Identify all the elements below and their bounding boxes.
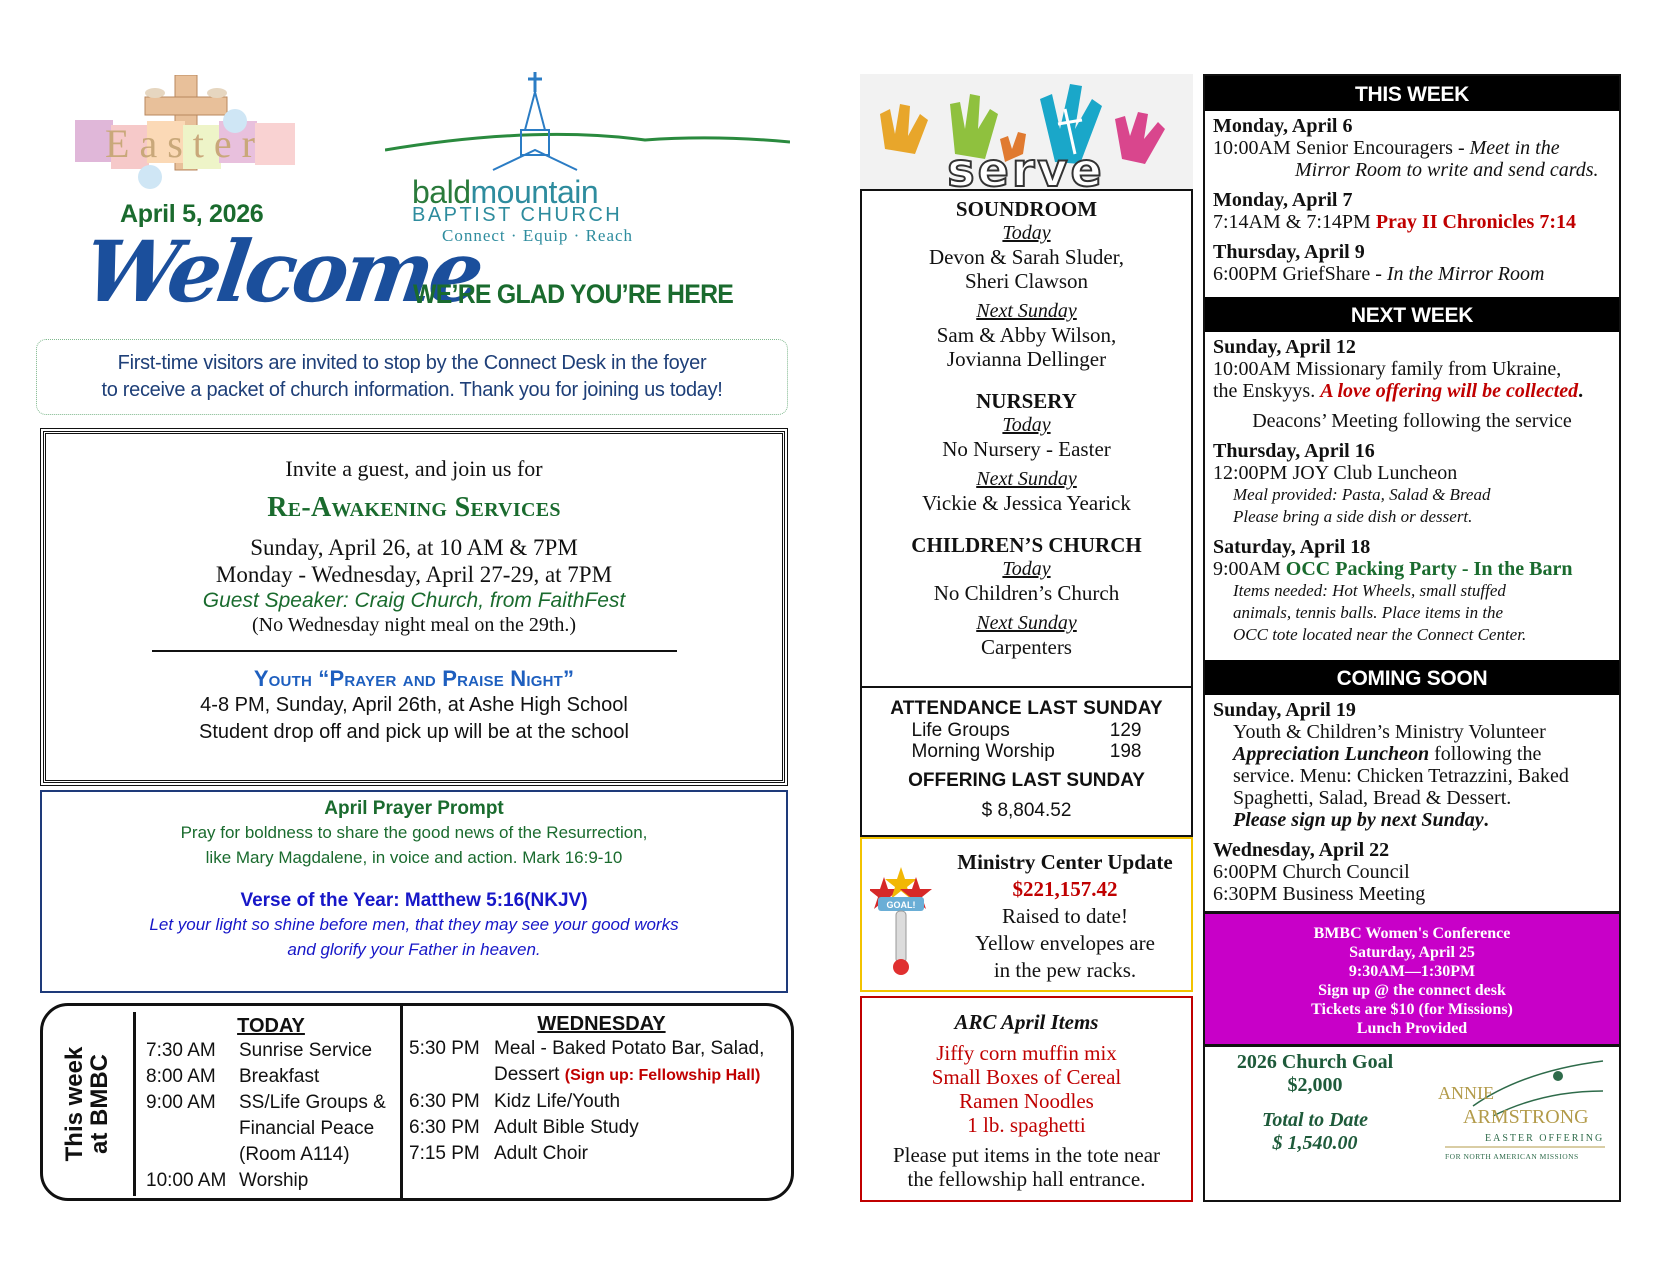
arc-note-line-2: the fellowship hall entrance. (907, 1167, 1146, 1191)
event-note: Mirror Room to write and send cards. (1295, 159, 1599, 181)
schedule-event-text: Adult Choir (494, 1143, 588, 1164)
goal-thermometer-icon (870, 867, 932, 977)
schedule-event (494, 1036, 764, 1062)
ministry-center-box (860, 837, 1193, 992)
goal-title: 2026 Church Goal (1236, 1051, 1394, 1073)
serve-volunteer: Carpenters (981, 635, 1072, 659)
visitors-notice (36, 339, 788, 415)
spacer (862, 371, 1191, 389)
reawakening-title: Re-Awakening Services (267, 492, 561, 523)
schedule-time (146, 1142, 239, 1168)
signup-note: Please sign up by next Sunday (1233, 809, 1484, 831)
event-line (1205, 558, 1619, 580)
glad-heading: WE’RE GLAD YOU’RE HERE (413, 279, 734, 309)
serve-today-label: Today (1002, 414, 1051, 436)
verse-of-year-title: Verse of the Year: Matthew 5:16(NKJV) (240, 890, 588, 911)
appreciation-luncheon: Appreciation Luncheon (1233, 743, 1430, 765)
schedule-event (494, 1062, 760, 1089)
schedule-row (146, 1168, 396, 1194)
schedule-event: Worship (239, 1170, 309, 1191)
reawakening-sunday: Sunday, April 26, at 10 AM & 7PM (250, 535, 578, 560)
youth-night-time: 4-8 PM, Sunday, April 26th, at Ashe High School (200, 694, 628, 716)
signup-note: (Sign up: Fellowship Hall) (564, 1067, 761, 1084)
arc-note-line-1: Please put items in the tote near (892, 1143, 1161, 1167)
schedule-time: 8:00 AM (146, 1066, 216, 1087)
schedule-row (409, 1115, 794, 1141)
no-meal-note: (No Wednesday night meal on the 29th.) (251, 614, 577, 636)
event-note: Please bring a side dish or dessert. (1233, 507, 1473, 526)
invite-intro: Invite a guest, and join us for (285, 456, 543, 481)
schedule-time: 5:30 PM (409, 1038, 480, 1059)
bulletin-date: April 5, 2026 (120, 200, 264, 228)
logo-easter-offering: EASTER OFFERING (1485, 1133, 1605, 1144)
schedule-time: 7:30 AM (146, 1040, 216, 1061)
serve-next-label: Next Sunday (976, 468, 1077, 490)
schedule-event: Financial Peace (239, 1118, 375, 1139)
schedule-row (146, 1116, 396, 1142)
schedule-row (146, 1142, 396, 1168)
verse-line-2: and glorify your Father in heaven. (287, 940, 541, 959)
wednesday-schedule (409, 1012, 794, 1167)
schedule-event (494, 1141, 588, 1167)
event-day: Monday, April 6 (1213, 115, 1353, 137)
today-schedule (146, 1014, 396, 1194)
divider (400, 1006, 403, 1201)
event-line (1205, 263, 1619, 285)
goal-total-amount: $ 1,540.00 (1272, 1132, 1358, 1154)
event-day: Thursday, April 16 (1213, 440, 1375, 462)
serve-volunteer: No Children’s Church (933, 581, 1120, 605)
annie-armstrong-logo (1433, 1051, 1613, 1166)
event-line (1205, 211, 1619, 233)
reawakening-services-box (40, 428, 788, 786)
guest-speaker: Guest Speaker: Craig Church, from FaithFest (202, 589, 626, 612)
serve-volunteer: Vickie & Jessica Yearick (922, 491, 1131, 515)
easter-cross-image (75, 75, 335, 200)
schedule-event: (Room A114) (239, 1144, 350, 1165)
goal-total-label: Total to Date (1262, 1109, 1368, 1131)
welcome-heading: Welcome (78, 222, 487, 321)
womens-conference-line: Sign up @ the connect desk (1318, 982, 1506, 999)
church-tagline: Connect · Equip · Reach (442, 226, 634, 245)
attendance-title: ATTENDANCE LAST SUNDAY (890, 698, 1163, 719)
schedule-time (409, 1062, 494, 1089)
prayer-line-1: Pray for boldness to share the good news of the Resurrection, (180, 823, 648, 842)
event-line: Spaghetti, Salad, Bread & Dessert. (1233, 787, 1512, 809)
schedule-time: 10:00 AM (146, 1170, 227, 1191)
serve-heading: SOUNDROOM (955, 197, 1098, 221)
serve-today-label: Today (1002, 558, 1051, 580)
ministry-line-1: Raised to date! (1002, 904, 1128, 928)
prayer-prompt-box (40, 790, 788, 993)
week-side-label (43, 1006, 133, 1198)
womens-conference-line: 9:30AM—1:30PM (1348, 963, 1476, 980)
attendance-box (860, 686, 1193, 837)
prayer-prompt-title: April Prayer Prompt (324, 798, 504, 819)
womens-conference-line: BMBC Women's Conference (1313, 925, 1511, 942)
church-name-bald: bald (412, 174, 471, 210)
ministry-line-2: Yellow envelopes are (975, 931, 1155, 955)
prayer-line-2: like Mary Magdalene, in voice and action. Mark 16:9-10 (205, 848, 623, 867)
attendance-label: Morning Worship (911, 741, 1055, 762)
offering-title: OFFERING LAST SUNDAY (908, 770, 1145, 791)
arc-title: ARC April Items (954, 1010, 1099, 1034)
ministry-line-3: in the pew racks. (993, 958, 1137, 982)
event-note: Meet in the (1469, 137, 1560, 159)
event-note: OCC tote located near the Connect Center. (1233, 625, 1527, 644)
event-note: In the Mirror Room (1386, 263, 1545, 285)
ministry-title: Ministry Center Update (957, 850, 1173, 874)
event-day: Monday, April 7 (1213, 189, 1353, 211)
womens-conference-line: Saturday, April 25 (1349, 944, 1475, 961)
serve-next-label: Next Sunday (976, 612, 1077, 634)
schedule-event-text: Dessert (494, 1064, 565, 1085)
event-line (1205, 380, 1619, 402)
offering-amount: $ 8,804.52 (981, 800, 1072, 821)
serve-heading: CHILDREN’S CHURCH (911, 533, 1142, 557)
reawakening-weekdays: Monday - Wednesday, April 27-29, at 7PM (215, 562, 613, 587)
week-side-line-1: This week (61, 1046, 88, 1162)
coming-soon-heading: COMING SOON (1205, 660, 1619, 695)
arc-item: Jiffy corn muffin mix (936, 1041, 1117, 1065)
serve-today-label: Today (1002, 222, 1051, 244)
logo-missions: FOR NORTH AMERICAN MISSIONS (1445, 1152, 1579, 1161)
this-week-heading: THIS WEEK (1205, 76, 1619, 111)
church-subtitle: BAPTIST CHURCH (412, 204, 623, 226)
youth-night-title: Youth “Prayer and Praise Night” (253, 666, 575, 691)
event-day: Saturday, April 18 (1213, 536, 1371, 558)
next-week-heading: NEXT WEEK (1205, 297, 1619, 332)
goal-text (1215, 1051, 1415, 1155)
attendance-value: 129 (1109, 720, 1142, 741)
event-day: Wednesday, April 22 (1213, 839, 1390, 861)
week-side-text (62, 1047, 112, 1162)
logo-armstrong: ARMSTRONG (1463, 1106, 1589, 1128)
youth-night-note: Student drop off and pick up will be at the school (199, 721, 629, 743)
serve-volunteer: Jovianna Dellinger (946, 347, 1107, 371)
event-line (1205, 137, 1619, 159)
schedule-row (146, 1064, 396, 1090)
womens-conference-line: Tickets are $10 (for Missions) (1311, 1001, 1513, 1018)
serve-volunteer: Sheri Clawson (964, 269, 1089, 293)
schedule-time: 6:30 PM (409, 1117, 480, 1138)
love-offering-note: A love offering will be collected (1320, 380, 1579, 402)
serve-volunteer: Devon & Sarah Sluder, (928, 245, 1125, 269)
event-time: 7:14AM & 7:14PM (1213, 211, 1376, 233)
event-day: Thursday, April 9 (1213, 241, 1365, 263)
punct: . (1578, 380, 1584, 402)
logo-annie: ANNIE (1438, 1083, 1494, 1103)
event-time: 6:00PM GriefShare - (1213, 263, 1387, 285)
ministry-text (940, 849, 1190, 984)
serve-volunteer: Sam & Abby Wilson, (936, 323, 1117, 347)
schedule-row (409, 1062, 794, 1089)
schedule-event-text: Meal - Baked Potato Bar, Salad, (494, 1038, 765, 1059)
event-line: 6:00PM Church Council (1213, 861, 1410, 883)
schedule-event-text: Kidz Life/Youth (494, 1091, 621, 1112)
divider (152, 650, 677, 652)
arc-item: 1 lb. spaghetti (967, 1113, 1086, 1137)
ministry-amount: $221,157.42 (1012, 877, 1118, 901)
arc-items-box (860, 996, 1193, 1202)
event-line: 6:30PM Business Meeting (1213, 883, 1426, 905)
schedule-event: Breakfast (239, 1066, 320, 1087)
schedule-row (146, 1090, 396, 1116)
schedule-time: 6:30 PM (409, 1091, 480, 1112)
womens-conference-line: Lunch Provided (1356, 1020, 1468, 1037)
wednesday-heading: WEDNESDAY (537, 1013, 666, 1035)
goal-amount: $2,000 (1287, 1074, 1343, 1096)
schedule-row (409, 1036, 794, 1062)
week-side-line-2: at BMBC (86, 1054, 113, 1154)
easter-art-text: Easter (105, 121, 265, 166)
arc-item: Small Boxes of Cereal (931, 1065, 1122, 1089)
attendance-label: Life Groups (911, 720, 1010, 741)
schedule-row (409, 1089, 794, 1115)
church-name-mountain: mountain (470, 174, 599, 210)
event-time: 10:00AM Senior Encouragers - (1213, 137, 1470, 159)
calendar-column (1203, 74, 1621, 1202)
event-day: Sunday, April 12 (1213, 336, 1356, 358)
punct: . (1483, 809, 1489, 831)
event-line: Youth & Children’s Ministry Volunteer (1233, 721, 1546, 743)
event-line: 10:00AM Missionary family from Ukraine, (1213, 358, 1562, 380)
visitors-line-2: to receive a packet of church information. Thank you for joining us today! (101, 379, 723, 401)
event-text: following the (1429, 743, 1542, 765)
verse-line-1: Let your light so shine before men, that they may see your good works (149, 915, 679, 934)
divider (133, 1012, 136, 1196)
occ-event: OCC Packing Party - In the Barn (1285, 558, 1573, 580)
schedule-event: Sunrise Service (239, 1040, 373, 1061)
visitors-line-1: First-time visitors are invited to stop by the Connect Desk in the foyer (117, 352, 707, 374)
event-line: Deacons’ Meeting following the service (1252, 410, 1572, 432)
attendance-row (862, 720, 1191, 741)
event-note: Items needed: Hot Wheels, small stuffed (1233, 581, 1506, 600)
schedule-event (494, 1115, 639, 1141)
event-text: the Enskyys. (1213, 380, 1321, 402)
schedule-row (146, 1038, 396, 1064)
schedule-time: 7:15 PM (409, 1143, 480, 1164)
womens-conference-box (1205, 911, 1619, 1047)
serve-hands-image (860, 74, 1193, 189)
schedule-event (494, 1089, 620, 1115)
event-line (1205, 743, 1619, 765)
event-line (1205, 809, 1619, 831)
event-time: 9:00AM (1213, 558, 1286, 580)
event-line: service. Menu: Chicken Tetrazzini, Baked (1233, 765, 1569, 787)
serve-next-label: Next Sunday (976, 300, 1077, 322)
event-day: Sunday, April 19 (1213, 699, 1356, 721)
today-heading: TODAY (237, 1015, 305, 1037)
this-week-at-bmbc-box (40, 1003, 794, 1201)
event-line: 12:00PM JOY Club Luncheon (1213, 462, 1458, 484)
serve-art-text: serve (947, 143, 1105, 189)
attendance-row (862, 741, 1191, 762)
serve-volunteers-box (860, 189, 1193, 688)
serve-volunteer: No Nursery - Easter (942, 437, 1111, 461)
annie-armstrong-goal (1205, 1047, 1619, 1243)
schedule-time (146, 1116, 239, 1142)
schedule-event-text: Adult Bible Study (494, 1117, 639, 1138)
goal-badge-text: GOAL! (886, 900, 916, 910)
schedule-row (409, 1141, 794, 1167)
schedule-time: 9:00 AM (146, 1092, 216, 1113)
spacer (862, 515, 1191, 533)
schedule-event: SS/Life Groups & (239, 1092, 386, 1113)
event-note: animals, tennis balls. Place items in the (1233, 603, 1504, 622)
arc-item: Ramen Noodles (959, 1089, 1094, 1113)
attendance-value: 198 (1109, 741, 1142, 762)
serve-heading: NURSERY (976, 389, 1077, 413)
event-note: Pray II Chronicles 7:14 (1375, 211, 1576, 233)
event-note: Meal provided: Pasta, Salad & Bread (1233, 485, 1491, 504)
